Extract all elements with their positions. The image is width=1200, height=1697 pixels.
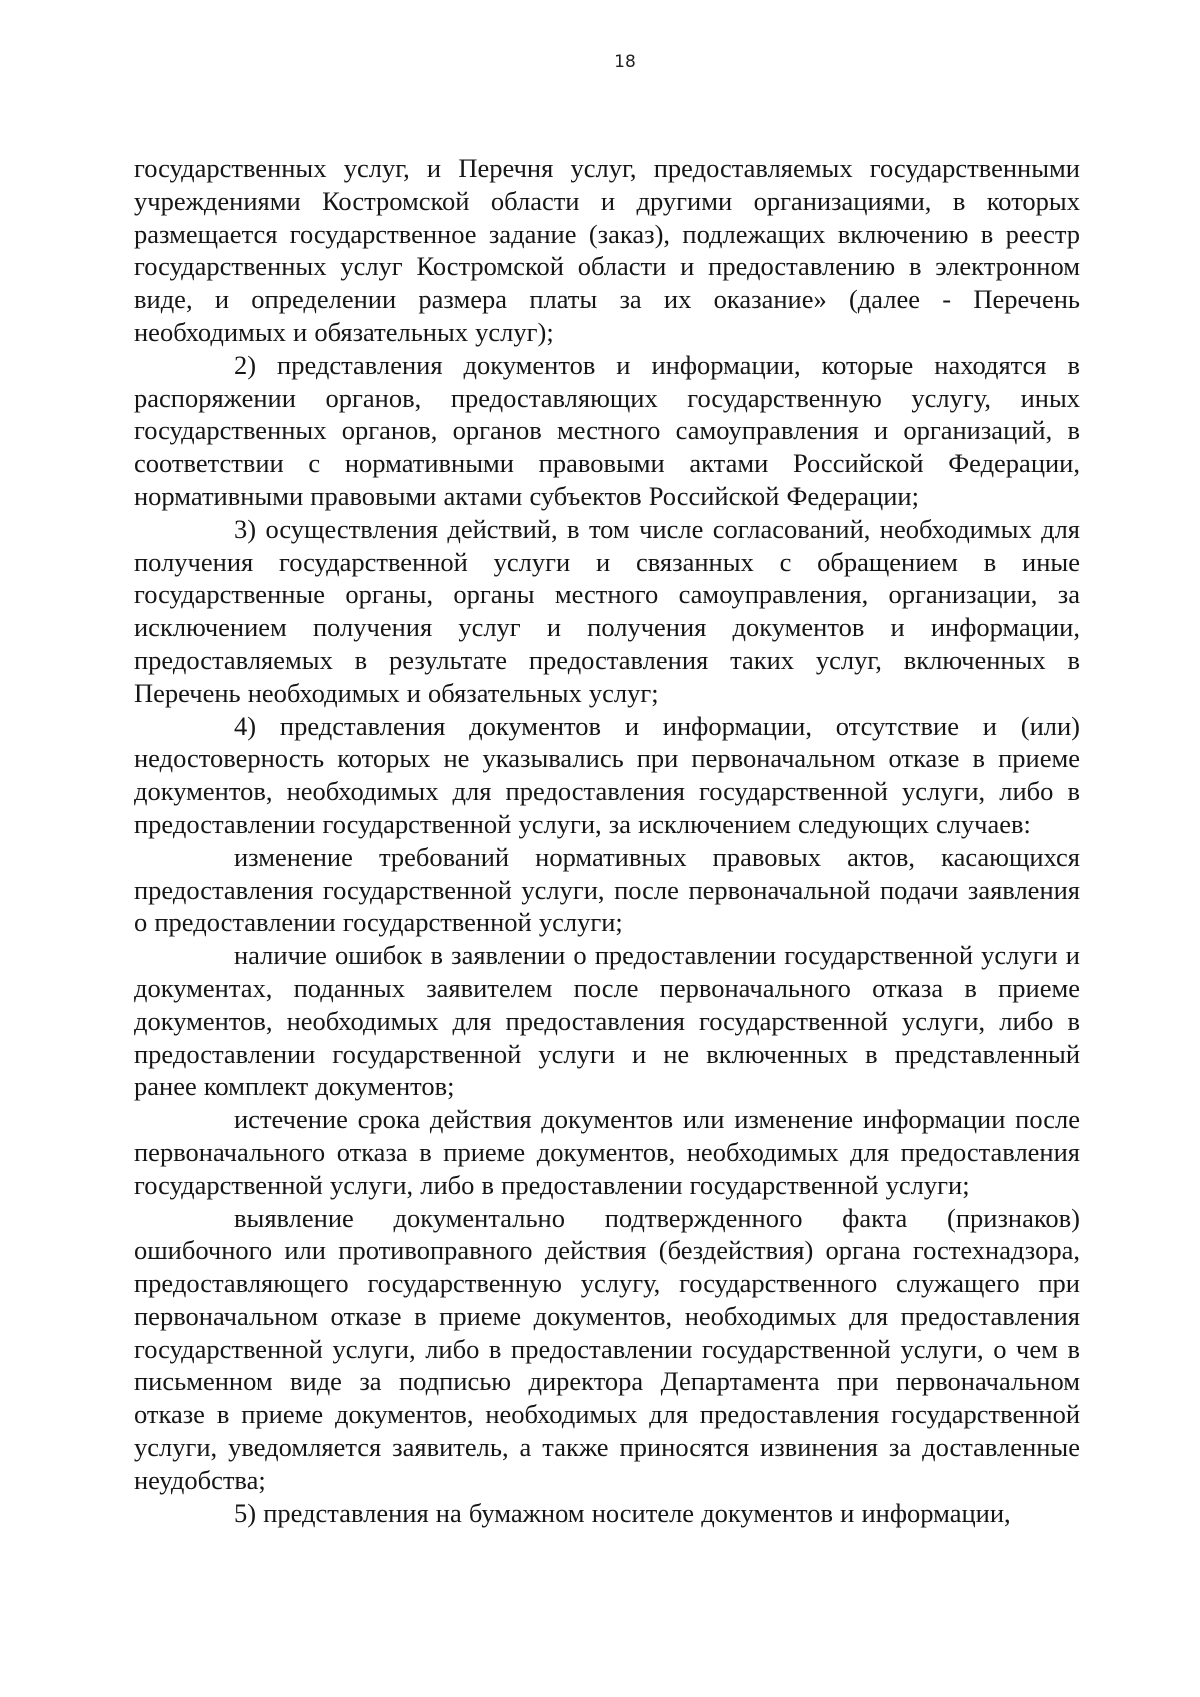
- document-body: [134, 152, 1080, 1529]
- page-number: 18: [614, 52, 636, 72]
- paragraph-item-3: 3) осуществления действий, в том числе согласований, необходимых для получения государственной услуги и связанных с обращением в иные государственные органы, органы местного самоуправления, организации, за исключением получения услуг и получения документов и информации, предоставляемых в результате предоставления таких услуг, включенных в Перечень необходимых и обязательных услуг;: [134, 513, 1080, 708]
- paragraph-exception-3: истечение срока действия документов или изменение информации после первоначального отказа в приеме документов, необходимых для предоставления государственной услуги, либо в предоставлении государственной услуги;: [134, 1104, 1080, 1200]
- paragraph-continuation: государственных услуг, и Перечня услуг, предоставляемых государственными учреждениями Костромской области и другими организациями, в которых размещается государственное задание (заказ), подлежащих включению в реестр государственных услуг Костромской области и предоставлению в электронном виде, и определении размера платы за их оказание» (далее - Перечень необходимых и обязательных услуг);: [134, 153, 1080, 347]
- paragraph-item-5: 5) представления на бумажном носителе документов и информации,: [234, 1497, 1011, 1528]
- paragraph-item-4: 4) представления документов и информации, отсутствие и (или) недостоверность которых не указывались при первоначальном отказе в приеме документов, необходимых для предоставления государственной услуги, либо в предоставлении государственной услуги, за исключением следующих случаев:: [134, 710, 1080, 839]
- paragraph-item-2: 2) представления документов и информации, которые находятся в распоряжении органов, предоставляющих государственную услугу, иных государственных органов, органов местного самоуправления и организаций, в соответствии с нормативными правовыми актами Российской Федерации, нормативными правовыми актами субъектов Российской Федерации;: [134, 349, 1080, 511]
- paragraph-exception-4: выявление документально подтвержденного факта (признаков) ошибочного или противоправного действия (бездействия) органа гостехнадзора, предоставляющего государственную услугу, государственного служащего при первоначальном отказе в приеме документов, необходимых для предоставления государственной услуги, либо в предоставлении государственной услуги, о чем в письменном виде за подписью директора Департамента при первоначальном отказе в приеме документов, необходимых для предоставления государственной услуги, уведомляется заявитель, а также приносятся извинения за доставленные неудобства;: [134, 1202, 1080, 1495]
- paragraph-exception-2: наличие ошибок в заявлении о предоставлении государственной услуги и документах, поданных заявителем после первоначального отказа в приеме документов, необходимых для предоставления государственной услуги, либо в предоставлении государственной услуги и не включенных в представленный ранее комплект документов;: [134, 940, 1080, 1102]
- paragraph-exception-1: изменение требований нормативных правовых актов, касающихся предоставления государственной услуги, после первоначальной подачи заявления о предоставлении государственной услуги;: [134, 841, 1080, 938]
